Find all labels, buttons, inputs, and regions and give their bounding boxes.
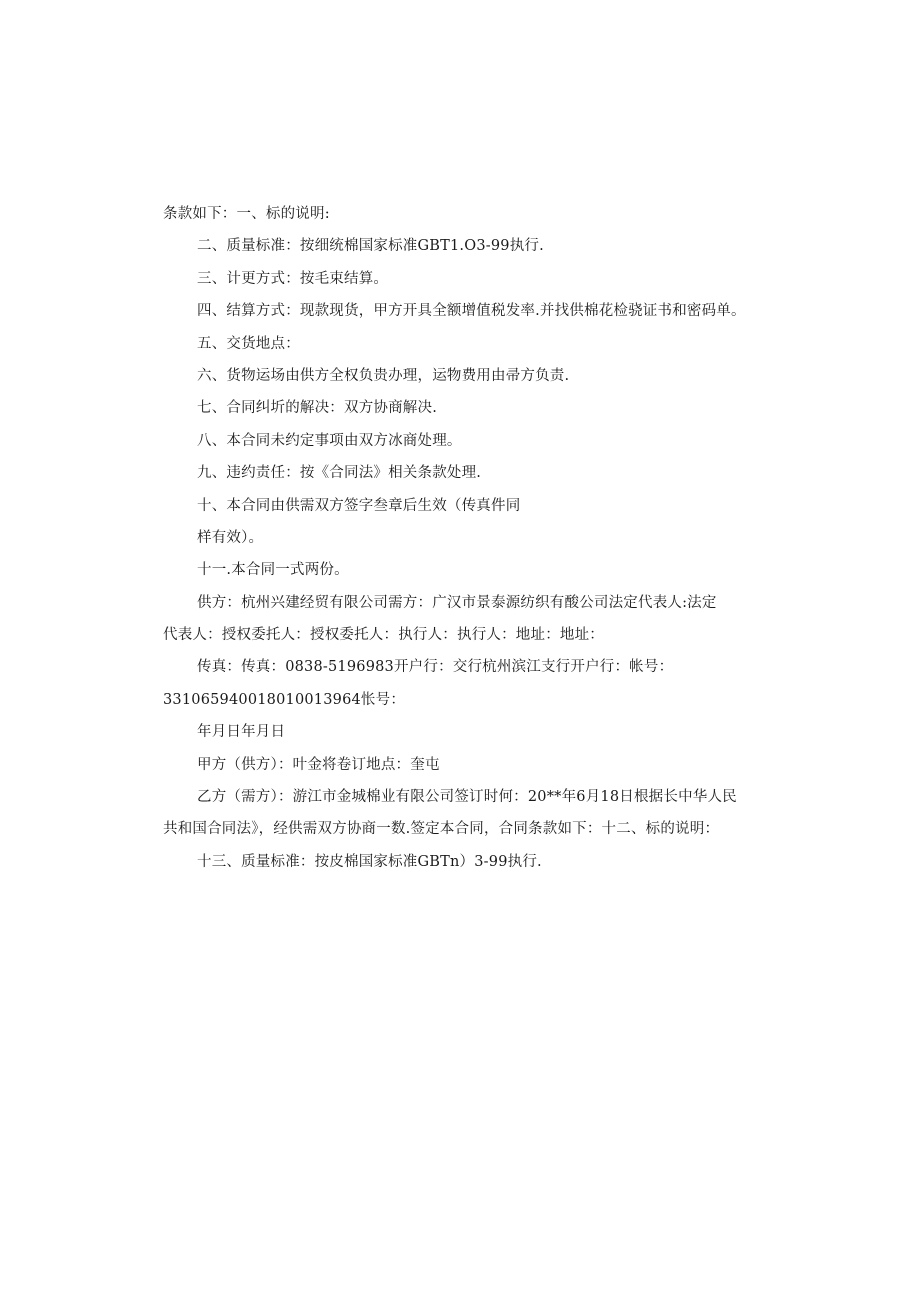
text-line: 七、合同纠圻的解决：双方协商解决. bbox=[197, 400, 438, 417]
text-line: 十一.本合同一式两份。 bbox=[197, 562, 349, 579]
text-line: 八、本合同未约定事项由双方冰商处理。 bbox=[197, 432, 462, 449]
text-line: 样有效）。 bbox=[197, 529, 264, 546]
text-line: 传真：传真：0838-5196983开户行：交行杭州滨江支行开户行：帐号： bbox=[197, 659, 674, 676]
text-line: 代表人：授权委托人：授权委托人：执行人：执行人：地址：地址： bbox=[163, 627, 604, 644]
text-line: 年月日年月日 bbox=[197, 724, 286, 741]
contract-text bbox=[163, 198, 773, 878]
text-line: 五、交货地点： bbox=[197, 335, 300, 352]
text-line: 六、货物运场由供方全权负贵办理，运物费用由帚方负责. bbox=[197, 367, 570, 384]
text-line: 条款如下：一、标的说明: bbox=[163, 206, 330, 222]
text-line: 乙方（需方）：游江市金城棉业有限公司签订时何：20**年6月18日根据长中华人民 bbox=[197, 789, 737, 806]
text-line: 甲方（供方）：叶金将卷订地点：奎屯 bbox=[197, 756, 440, 773]
text-line: 九、违约责任：按《合同法》相关条款处理. bbox=[197, 465, 482, 482]
text-line: 二、质量标准：按细统棉国家标准GBT1.O3-99执行. bbox=[197, 238, 544, 255]
text-line: 331065940018010013964怅号： bbox=[163, 691, 406, 708]
text-line: 三、计更方式：按毛束结算。 bbox=[197, 270, 389, 287]
text-line: 十、本合同由供需双方签字叁章后生效（传真件同 bbox=[197, 497, 521, 514]
text-line: 十三、质量标准：按皮棉国家标准GBTn）3-99执行. bbox=[197, 853, 542, 870]
text-line: 共和国合同法》，经供需双方协商一数.签定本合同，合同条款如下：十二、标的说明： bbox=[163, 821, 720, 838]
text-line: 供方：杭州兴建经贸有限公司需方：广汉市景泰源纺织有酸公司法定代表人:法定 bbox=[197, 594, 717, 611]
text-line: 四、结算方式：现款现货，甲方开具全额增值税发率.并找供棉花检骁证书和密码单。 bbox=[197, 303, 746, 320]
